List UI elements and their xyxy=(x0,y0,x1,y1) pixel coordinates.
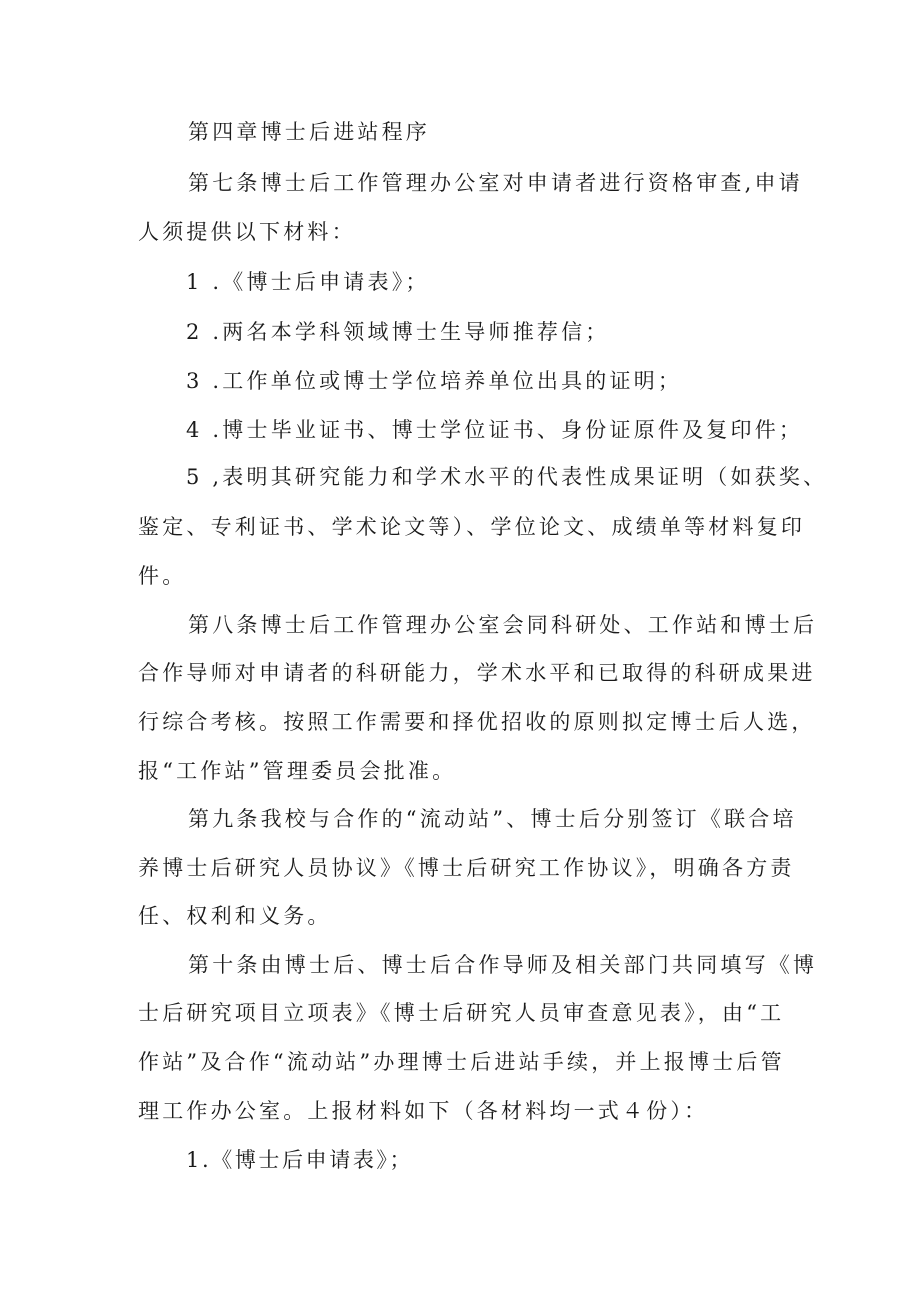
submission-list-item-1: 1.《博士后申请表》； xyxy=(186,1148,414,1172)
list-item-4: 4 .博士毕业证书、博士学位证书、身份证原件及复印件； xyxy=(186,418,804,442)
article-7-line-2: 人须提供以下材料： xyxy=(138,220,356,244)
article-8-line-1: 第八条博士后工作管理办公室会同科研处、工作站和博士后 xyxy=(188,613,818,637)
list-item-3: 3 .工作单位或博士学位培养单位出具的证明； xyxy=(186,369,683,393)
article-8-line-3: 行综合考核。按照工作需要和择优招收的原则拟定博士后人选， xyxy=(138,710,816,734)
list-item-5-line-3: 件。 xyxy=(138,564,187,588)
article-8-line-4: 报“工作站”管理委员会批准。 xyxy=(138,759,457,783)
article-10-line-4: 理工作办公室。上报材料如下（各材料均一式４份）： xyxy=(138,1099,709,1123)
list-item-5-line-2: 鉴定、专利证书、学术论文等）、学位论文、成绩单等材料复印 xyxy=(138,515,806,539)
article-9-line-3: 任、权利和义务。 xyxy=(138,904,332,928)
article-10-line-3: 作站”及合作“流动站”办理博士后进站手续，并上报博士后管 xyxy=(138,1050,785,1074)
list-item-1: 1 .《博士后申请表》； xyxy=(186,270,430,294)
article-10-line-2: 士后研究项目立项表》《博士后研究人员审查意见表》，由“工 xyxy=(138,1001,785,1025)
article-9-line-1: 第九条我校与合作的“流动站”、博士后分别签订《联合培 xyxy=(188,807,797,831)
article-7-line-1: 第七条博士后工作管理办公室对申请者进行资格审查,申请 xyxy=(188,171,803,195)
chapter-title: 第四章博士后进站程序 xyxy=(188,120,430,144)
list-item-2: 2 .两名本学科领域博士生导师推荐信； xyxy=(186,320,610,344)
article-10-line-1: 第十条由博士后、博士后合作导师及相关部门共同填写《博 xyxy=(188,953,818,977)
list-item-5-line-1: 5 ,表明其研究能力和学术水平的代表性成果证明（如获奖、 xyxy=(186,465,828,489)
article-9-line-2: 养博士后研究人员协议》《博士后研究工作协议》，明确各方责 xyxy=(138,856,795,880)
article-8-line-2: 合作导师对申请者的科研能力，学术水平和已取得的科研成果进 xyxy=(138,661,816,685)
